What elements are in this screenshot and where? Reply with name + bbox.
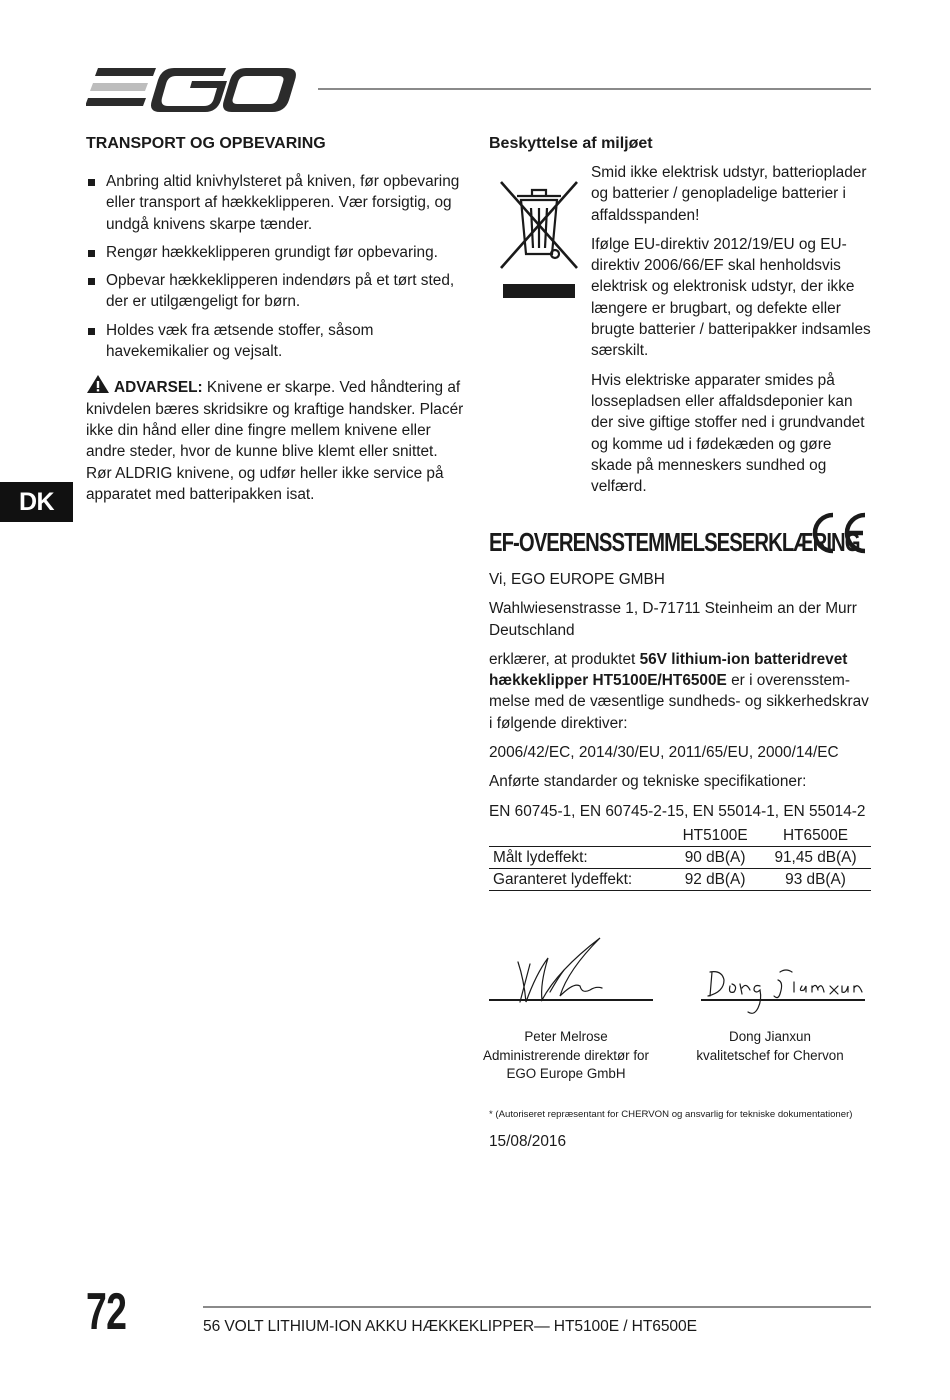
signer-block xyxy=(480,1028,652,1084)
table-header: HT5100E xyxy=(682,827,748,844)
logo-text: EGO xyxy=(86,62,89,63)
environment-paragraph: Ifølge EU-direktiv 2012/19/EU og EU-direktiv 2006/66/EF skal henholdsvis elektrisk og elektronisk udstyr, der ikke længere er brugbart, og defekte eller brugte batterier / batteripakker indsamles særskilt. xyxy=(591,235,871,360)
noise-table xyxy=(489,825,871,891)
transport-section xyxy=(86,133,466,505)
environment-paragraph: Smid ikke elektrisk udstyr, batterioplader og batterier / genopladelige batterier i affaldsspanden! xyxy=(591,164,867,224)
table-header xyxy=(489,825,670,847)
list-item: Rengør hækkeklipperen grundigt før opbevaring. xyxy=(86,242,466,263)
signer-org: EGO Europe GmbH xyxy=(506,1066,626,1081)
list-item: Opbevar hækkeklipperen indendørs på et tørt sted, der er utilgængeligt for børn. xyxy=(86,270,466,313)
environment-heading: Beskyttelse af miljøet xyxy=(489,135,653,152)
crossed-bin-icon xyxy=(499,172,579,300)
transport-list xyxy=(86,171,466,362)
signer-title: kvalitetschef for Chervon xyxy=(696,1047,844,1063)
environment-paragraph: Hvis elektriske apparater smides på lossepladsen eller affaldsdeponier kan der sive giftige stoffer ned i grundvandet og komme ud i fødekæden og gøre skade på menneskers sundhed og velfærd. xyxy=(591,371,865,496)
table-header-row xyxy=(489,825,871,847)
signer-title: Administrerende direktør for xyxy=(483,1047,649,1063)
bullet-icon xyxy=(88,278,95,285)
standards-label: Anførte standarder og tekniske specifikationer: xyxy=(489,773,807,791)
ego-logo xyxy=(86,62,300,114)
warning-text: Knivene er skarpe. Ved håndtering af knivdelen bæres skridsikre og kraftige handsker. Placér ikke din hånd eller dine fingre mellem knivene eller andre steder, hvor de kunne blive klemt eller snittet. Rør ALDRIG knivene, og udfør heller ikke service på apparatet med batteripakken isat. xyxy=(86,379,464,503)
declaration-company: Vi, EGO EUROPE GMBH xyxy=(489,571,665,588)
list-item: Holdes væk fra ætsende stoffer, såsom havekemikalier og vejsalt. xyxy=(86,320,466,363)
declaration-statement: erklærer, at produktet 56V lithium-ion batteridrevet hækkeklipper HT5100E/HT6500E er i overensstem-melse med de væsentlige sundheds- og sikkerhedskrav i følgende direktiver: xyxy=(489,650,869,732)
language-tab: DK xyxy=(0,482,73,522)
signer-name: Dong Jianxun xyxy=(729,1029,811,1044)
bullet-icon xyxy=(88,179,95,186)
footer-rule xyxy=(203,1306,871,1308)
list-item: Anbring altid knivhylsteret på kniven, før opbevaring eller transport af hækkeklipperen. Vær forsigtig, og undgå knivens skarpe tænder. xyxy=(86,171,466,235)
warning-label: ADVARSEL: xyxy=(114,379,203,397)
warning-triangle-icon xyxy=(86,374,110,394)
signature-line xyxy=(489,999,653,1001)
ce-mark-icon xyxy=(811,512,869,554)
declaration-date: 15/08/2016 xyxy=(489,1133,567,1150)
table-header: HT6500E xyxy=(783,827,849,844)
warning-block xyxy=(86,374,466,505)
footer-title: 56 VOLT LITHIUM-ION AKKU HÆKKEKLIPPER— HT5100E / HT6500E xyxy=(203,1318,697,1335)
footnote: * (Autoriseret repræsentant for CHERVON og ansvarlig for tekniske dokumentationer) xyxy=(489,1109,853,1120)
transport-heading: TRANSPORT OG OPBEVARING xyxy=(86,135,326,152)
table-row: Målt lydeffekt: 90 dB(A) 91,45 dB(A) xyxy=(489,847,871,869)
declaration-directives: 2006/42/EC, 2014/30/EU, 2011/65/EU, 2000/14/EC xyxy=(489,744,839,762)
declaration-body xyxy=(489,569,871,830)
declaration-title-row xyxy=(489,512,871,558)
bullet-icon xyxy=(88,328,95,335)
standards-list: EN 60745-1, EN 60745-2-15, EN 55014-1, EN 55014-2 xyxy=(489,802,866,820)
declaration-title: EF-OVERENSSTEMMELSESERKLÆRING xyxy=(489,527,860,557)
header-rule xyxy=(318,88,871,90)
product-name: 56V lithium-ion batteridrevet hækkeklipper HT5100E/HT6500E xyxy=(489,650,848,690)
signature-peter-melrose xyxy=(490,930,653,1004)
signature-line xyxy=(701,999,865,1001)
table-row: Garanteret lydeffekt: 92 dB(A) 93 dB(A) xyxy=(489,869,871,891)
bullet-icon xyxy=(88,250,95,257)
declaration-address: Wahlwiesenstrasse 1, D-71711 Steinheim an der Murr Deutschland xyxy=(489,600,857,639)
signer-block xyxy=(690,1028,850,1065)
signer-name: Peter Melrose xyxy=(524,1029,608,1044)
environment-section xyxy=(489,133,871,505)
signature-dong-jianxun xyxy=(700,960,866,1020)
page-number: 72 xyxy=(86,1283,127,1341)
